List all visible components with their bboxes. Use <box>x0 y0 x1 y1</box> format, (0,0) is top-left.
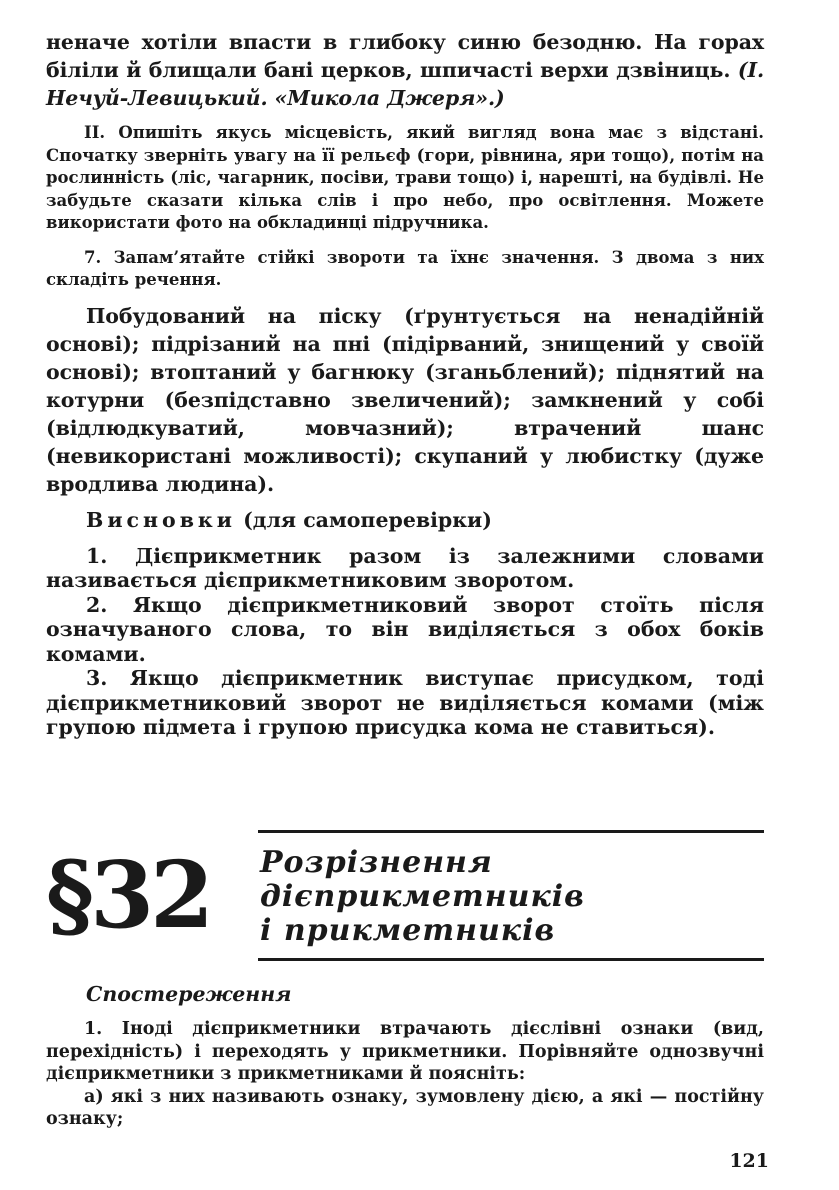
task-7: 7. Запам’ятайте стійкі звороти та їхнє значення. З двома з них складіть речення. <box>46 247 764 289</box>
section-title-line-1: Розрізнення <box>260 845 493 880</box>
intro-citation: (І. Нечуй-Левицький. «Микола Джеря».) <box>46 58 764 110</box>
section-title <box>260 846 585 948</box>
conclusions-heading <box>46 506 764 534</box>
conclusions-title: Висновки <box>86 507 236 532</box>
section-title-line-2: дієприкметників <box>260 879 585 914</box>
idioms-paragraph: Побудований на піску (ґрунтується на ненадійній основі); підрізаний на пні (підірваний, знищений у своїй основі); втоптаний у багнюку (зганьблений); піднятий на котурни (безпідставно звеличений); замкнений у собі (відлюдкуватий, мовчазний); втрачений шанс (невикористані можливості); скупаний у любистку (дуже вродлива людина). <box>46 303 764 496</box>
page-body <box>46 28 764 740</box>
conclusions-subtitle: (для самоперевірки) <box>235 507 492 532</box>
task-2: II. Опишіть якусь місцевість, який вигляд вона має з відстані. Спочатку зверніть увагу на її рельєф (гори, рівнина, яри тощо), потім на рослинність (ліс, чагарник, посіви, трави тощо) і, нарешті, на будівлі. Не забудьте сказати кілька слів і про небо, про освітлення. Можете використати фото на обкладинці підручника. <box>46 123 764 232</box>
conclusion-item-1: 1. Дієприкметник разом із залежними словами називається дієприкметниковим зворотом. <box>46 543 764 592</box>
observation-heading: Спостереження <box>86 982 292 1006</box>
conclusion-item-2: 2. Якщо дієприкметниковий зворот стоїть після означуваного слова, то він виділяється з обох боків комами. <box>46 592 764 666</box>
page-number: 121 <box>729 1150 769 1172</box>
intro-paragraph <box>46 28 764 112</box>
section-rule-top <box>258 830 764 833</box>
intro-text: неначе хотіли впасти в глибоку синю безодню. На горах біліли й блищали бані церков, шпичасті верхи дзвіниць. <box>46 30 764 82</box>
observation-block <box>46 980 764 1131</box>
section-header <box>46 830 764 962</box>
section-rule-bottom <box>258 958 764 961</box>
section-number: §32 <box>46 841 211 949</box>
observation-item-a: а) які з них називають ознаку, зумовлену дією, а які — постійну ознаку; <box>46 1086 764 1129</box>
section-title-line-3: і прикметників <box>260 913 556 948</box>
conclusion-item-3: 3. Якщо дієприкметник виступає присудком, тоді дієприкметниковий зворот не виділяється комами (між групою підмета і групою присудка кома не ставиться). <box>46 666 764 739</box>
observation-task-1: 1. Іноді дієприкметники втрачають дієслівні ознаки (вид, перехідність) і переходять у прикметники. Порівняйте однозвучні дієприкметники з прикметниками й поясніть: <box>46 1019 764 1084</box>
